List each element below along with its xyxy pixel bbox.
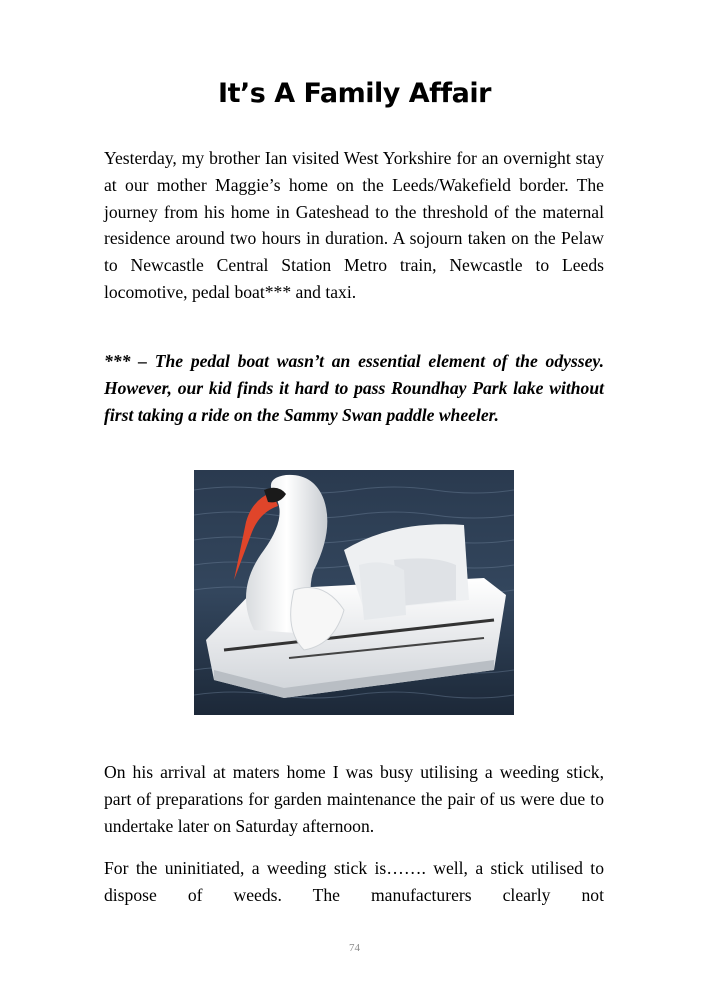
- paragraph-weeding-stick: For the uninitiated, a weeding stick is……. well, a stick utilised to dispose of weeds. The manufacturers clearly not: [104, 858, 604, 905]
- swan-boat-illustration: [194, 470, 514, 715]
- swan-pedal-boat-photo: [194, 470, 514, 715]
- paragraph-arrival: On his arrival at maters home I was busy utilising a weeding stick, part of preparations for garden maintenance the pair of us were due to undertake later on Saturday afternoon.: [104, 762, 604, 836]
- page-number: 74: [349, 942, 360, 954]
- paragraph-footnote: *** – The pedal boat wasn’t an essential element of the odyssey. However, our kid finds it hard to pass Roundhay Park lake without first taking a ride on the Sammy Swan paddle wheeler.: [104, 351, 604, 425]
- paragraph-journey: Yesterday, my brother Ian visited West Yorkshire for an overnight stay at our mother Maggie’s home on the Leeds/Wakefield border. The journey from his home in Gateshead to the threshold of the maternal residence around two hours in duration. A sojourn taken on the Pelaw to Newcastle Central Station Metro train, Newcastle to Leeds locomotive, pedal boat*** and taxi.: [104, 148, 604, 302]
- page-title: It’s A Family Affair: [218, 78, 491, 109]
